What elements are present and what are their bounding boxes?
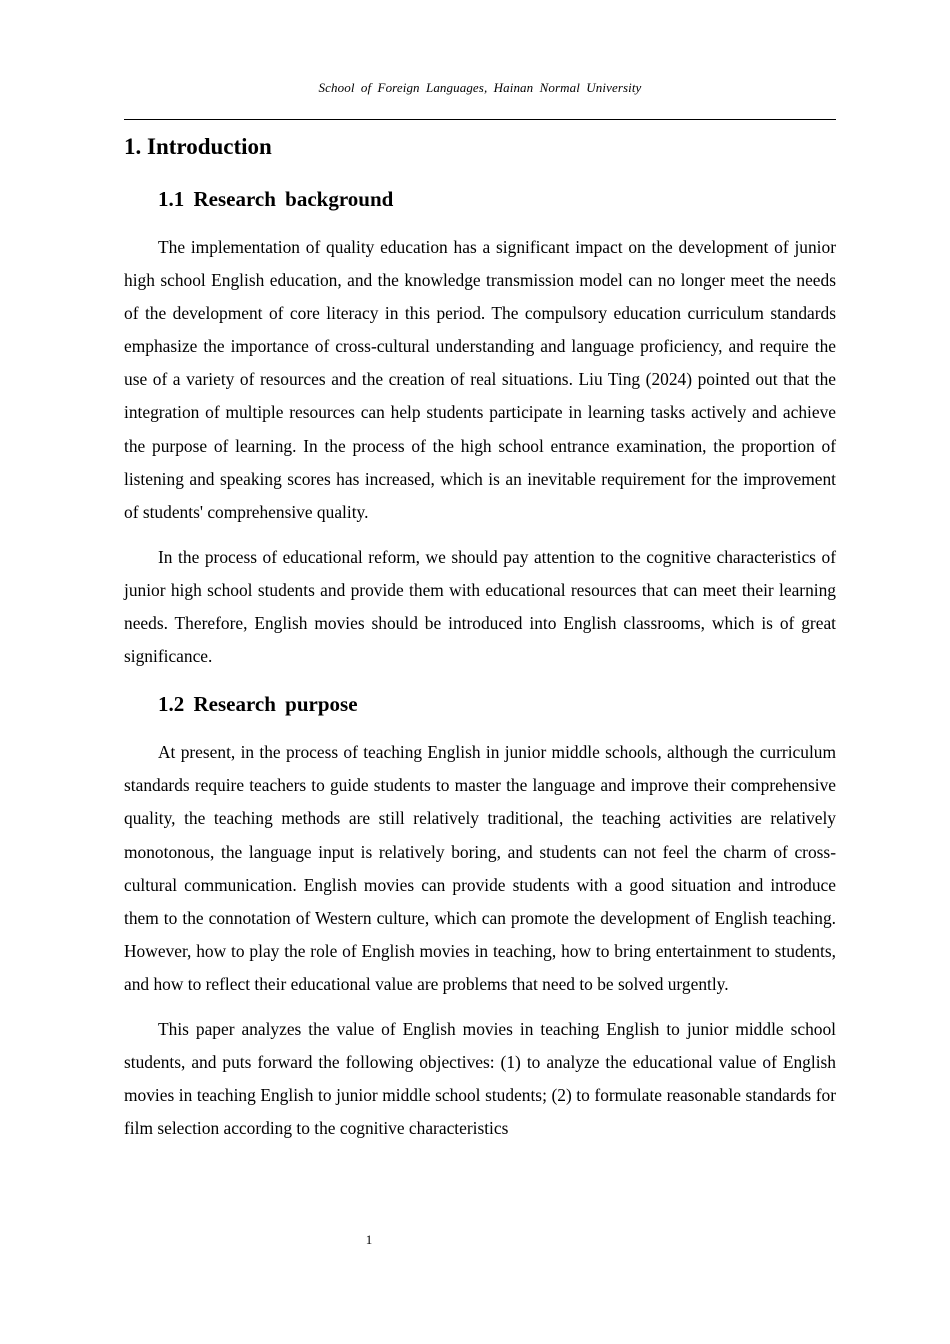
paragraph: This paper analyzes the value of English movies in teaching English to junior middle school students, and puts forward the following objectives: (1) to analyze the educational value of English movies in teaching English to junior middle school students; (2) to formulate reasonable standards for film selection according to the cognitive characteristics	[124, 1018, 836, 1139]
paragraph: The implementation of quality education has a significant impact on the development of junior high school English education, and the knowledge transmission model can no longer meet the needs of the development of core literacy in this period. The compulsory education curriculum standards emphasize the importance of cross-cultural understanding and language proficiency, and require the use of a variety of resources and the creation of real situations. Liu Ting (2024) pointed out that the integration of multiple resources can help students participate in learning tasks actively and achieve the purpose of learning. In the process of the high school entrance examination, the proportion of listening and speaking scores has increased, which is an inevitable requirement for the improvement of students' comprehensive quality.	[124, 237, 836, 522]
header-divider	[124, 119, 836, 120]
section-title: 1. Introduction	[124, 134, 272, 159]
running-header: School of Foreign Languages, Hainan Normal University	[318, 80, 642, 95]
page-number: 1	[365, 1232, 373, 1247]
paragraph: In the process of educational reform, we should pay attention to the cognitive characteristics of junior high school students and provide them with educational resources that can meet their learning needs. Therefore, English movies should be introduced into English classrooms, which is of great significance.	[124, 546, 836, 667]
paragraph: At present, in the process of teaching English in junior middle schools, although the curriculum standards require teachers to guide students to master the language and improve their comprehensive quality, the teaching methods are still relatively traditional, the teaching activities are relatively monotonous, the language input is relatively boring, and students can not feel the charm of cross-cultural communication. English movies can provide students with a good situation and introduce them to the connotation of Western culture, which can promote the development of English teaching. However, how to play the role of English movies in teaching, how to bring entertainment to students, and how to reflect their educational value are problems that need to be solved urgently.	[124, 742, 836, 994]
subsection-title-research-background: 1.1 Research background	[158, 187, 394, 211]
subsection-title-research-purpose: 1.2 Research purpose	[158, 692, 358, 717]
document-body	[124, 128, 836, 1145]
